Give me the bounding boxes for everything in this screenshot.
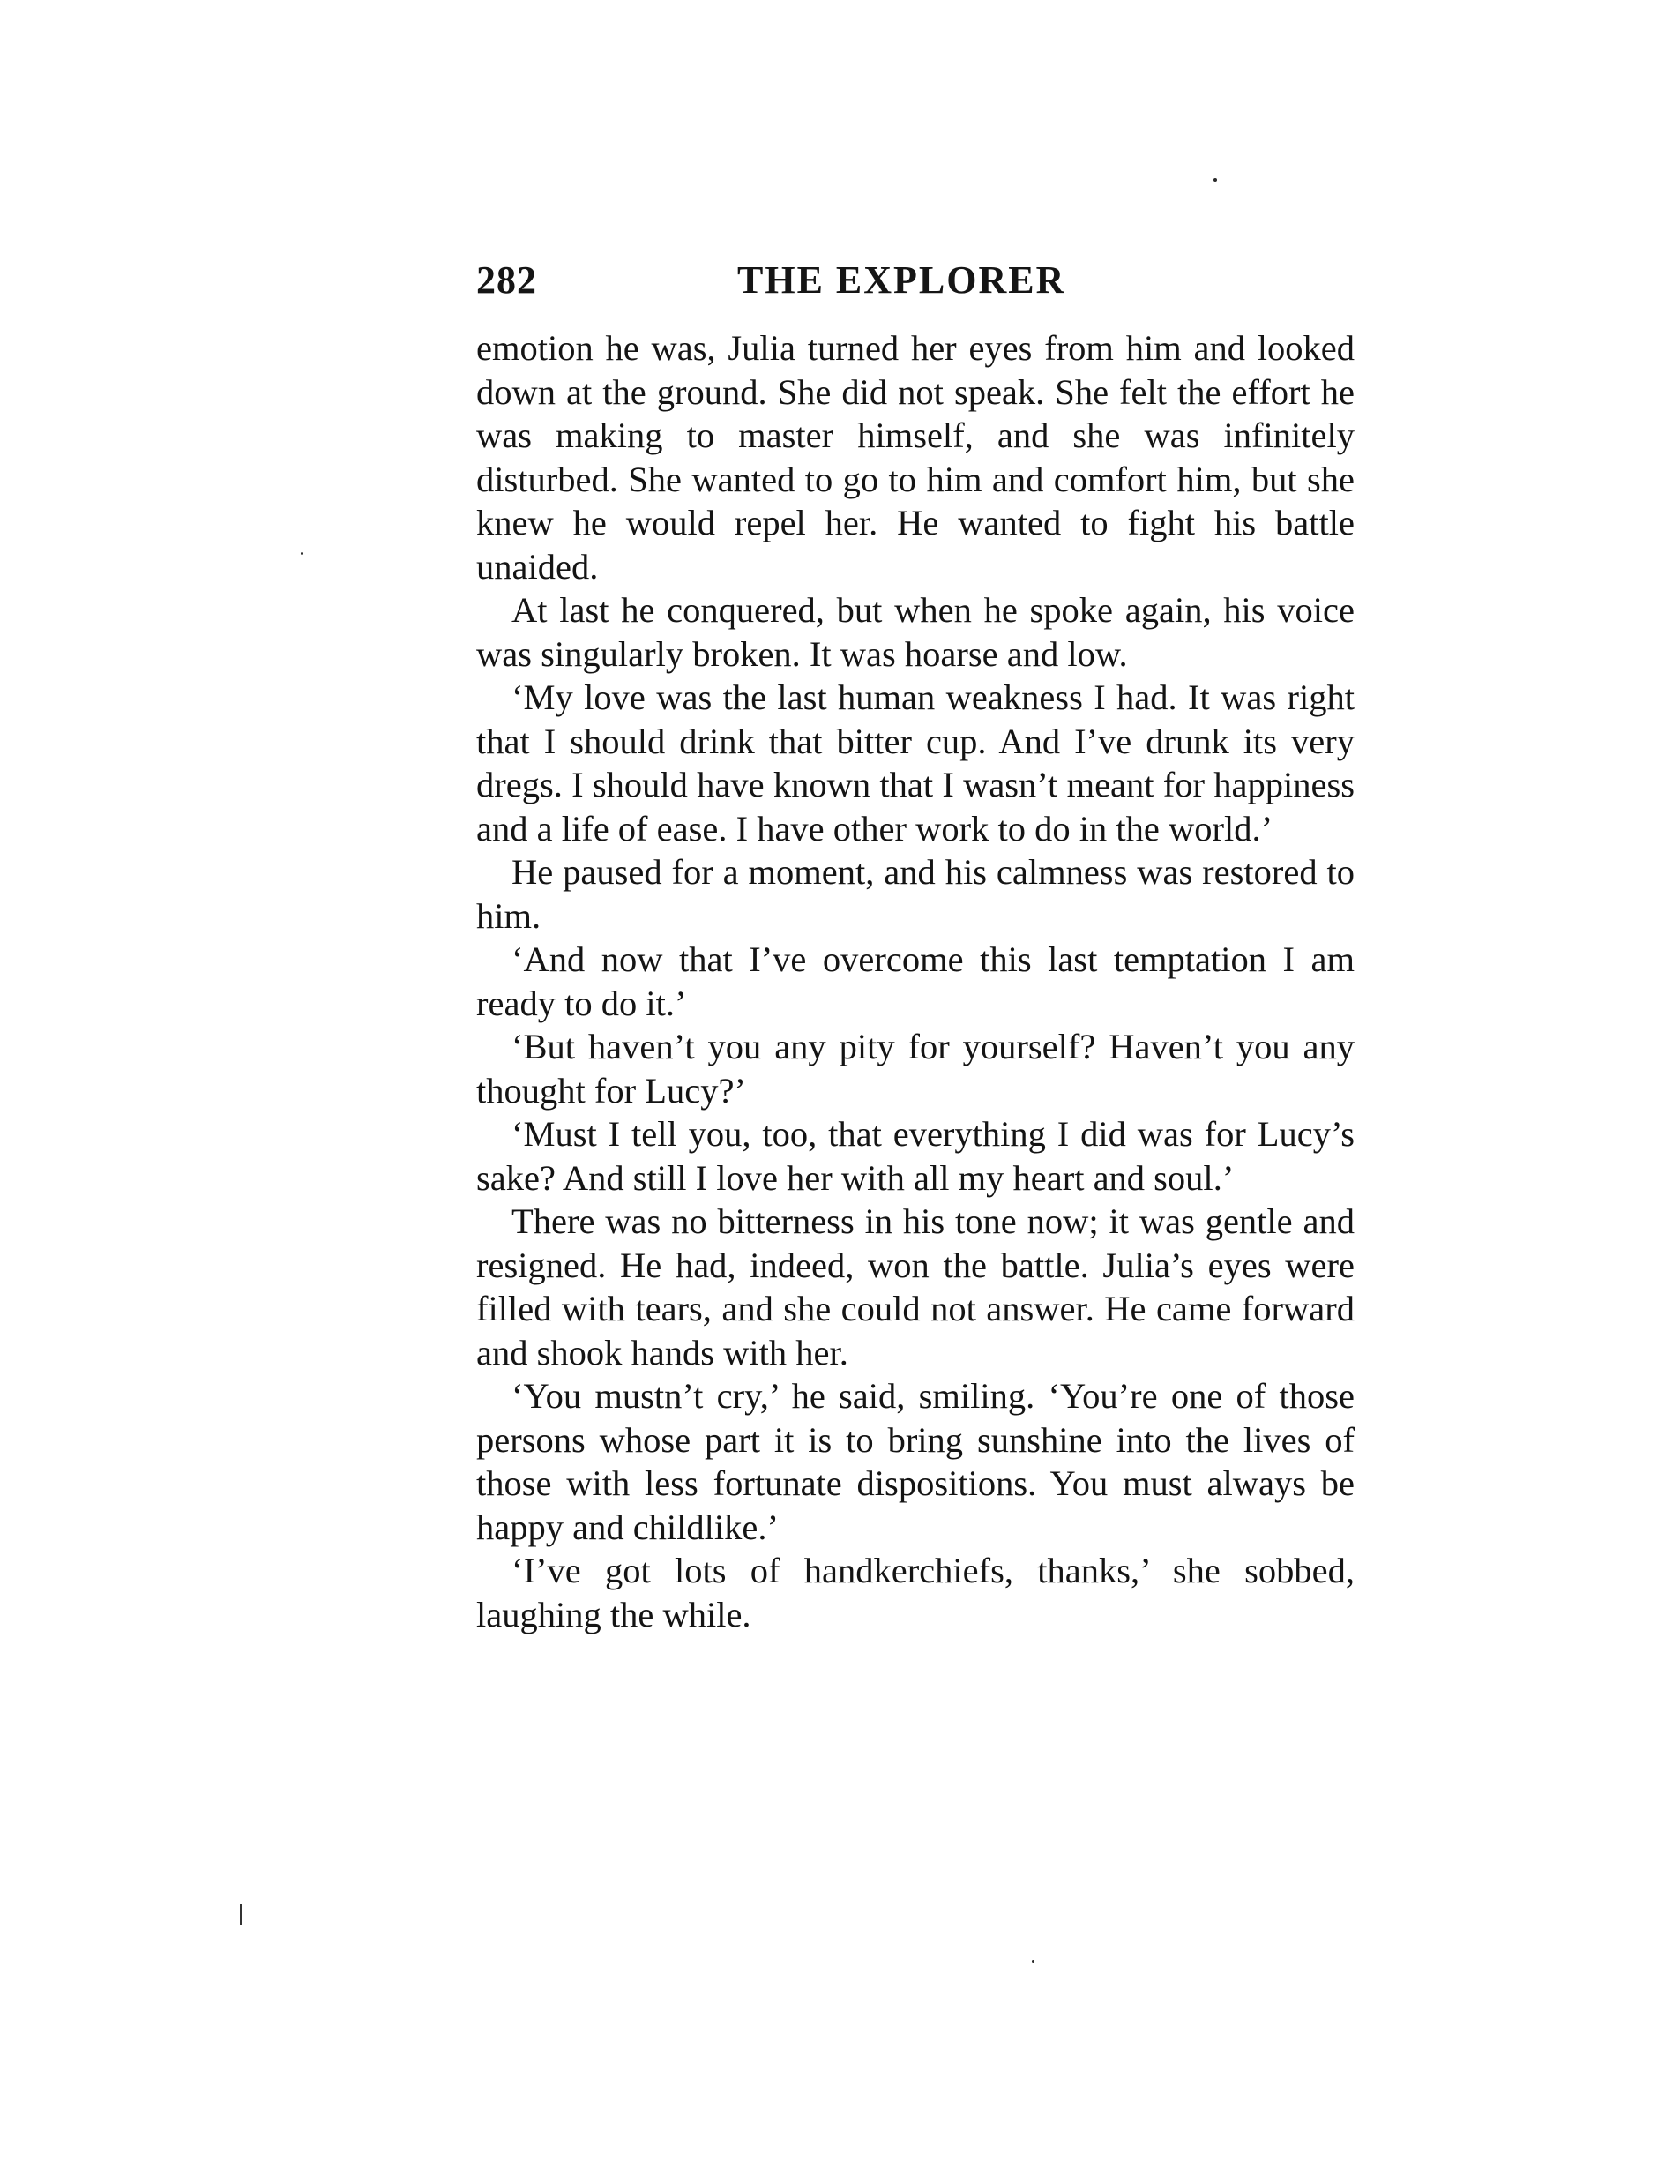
paragraph: emotion he was, Julia turned her eyes from him and looked down at the ground. She did not speak. She felt the effort he was making to master himself, and she was infinitely disturbed. She wanted to go to him and comfort him, but she knew he would repel her. He wanted to fight his battle unaided. xyxy=(476,328,1355,587)
scan-speck xyxy=(1213,178,1217,182)
paragraph: ‘But haven’t you any pity for yourself? Haven’t you any thought for Lucy?’ xyxy=(476,1027,1355,1111)
page-header xyxy=(476,258,1355,310)
paragraph: He paused for a moment, and his calmness was restored to him. xyxy=(476,852,1355,936)
scan-speck xyxy=(1032,1960,1034,1963)
paragraph: At last he conquered, but when he spoke again, his voice was singularly broken. It was hoarse and low. xyxy=(476,590,1355,674)
body-text xyxy=(476,326,1355,1636)
scan-speck xyxy=(301,552,303,555)
paragraph: ‘My love was the last human weakness I had. It was right that I should drink that bitter cup. And I’ve drunk its very dregs. I should have known that I wasn’t meant for happiness and a life of ease. I have other work to do in the world.’ xyxy=(476,677,1355,849)
paragraph: ‘Must I tell you, too, that everything I did was for Lucy’s sake? And still I love her with all my heart and soul.’ xyxy=(476,1114,1355,1198)
paragraph: ‘I’ve got lots of handkerchiefs, thanks,’ she sobbed, laughing the while. xyxy=(476,1551,1355,1634)
paragraph: There was no bitterness in his tone now; it was gentle and resigned. He had, indeed, won the battle. Julia’s eyes were filled with tears, and she could not answer. He came forward and shook hands with her. xyxy=(476,1201,1355,1372)
paragraph: ‘And now that I’ve overcome this last temptation I am ready to do it.’ xyxy=(476,939,1355,1023)
scan-speck xyxy=(240,1904,242,1925)
running-title: THE EXPLORER xyxy=(737,258,1066,302)
paragraph: ‘You mustn’t cry,’ he said, smiling. ‘You’re one of those persons whose part it is to bring sunshine into the lives of those with less fortunate dispositions. You must always be happy and childlike.’ xyxy=(476,1376,1355,1547)
page-number: 282 xyxy=(476,258,537,302)
